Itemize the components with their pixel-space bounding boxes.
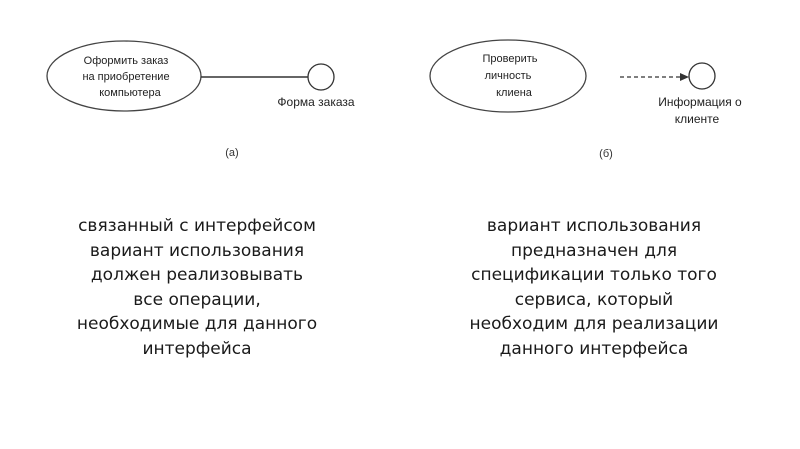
description-left-line: необходимые для данного: [76, 314, 318, 334]
description-left: [27, 214, 367, 361]
interface-b-label-line-1: Информация о: [658, 95, 742, 109]
description-right-line: спецификации только того: [471, 265, 717, 285]
interface-b-label-line-2: клиенте: [674, 112, 720, 126]
use-case-diagrams: [0, 0, 800, 200]
use-case-a-line-1: Оформить заказ: [83, 55, 169, 67]
use-case-b-line-1: Проверить: [482, 53, 538, 65]
use-case-b-line-3: клиена: [496, 87, 532, 99]
use-case-a-line-2: на приобретение: [82, 71, 170, 83]
caption-b: (б): [599, 148, 613, 160]
description-right-line: сервиса, который: [514, 289, 674, 310]
description-left-line: вариант использования: [89, 240, 305, 261]
description-left-line: должен реализовывать: [90, 265, 304, 285]
interface-a-label: Форма заказа: [277, 95, 355, 109]
description-right-line: предназначен для: [510, 240, 678, 261]
diagram-b: [430, 40, 742, 160]
interface-b-circle: [689, 63, 715, 89]
interface-a-circle: [308, 64, 334, 90]
description-left-line: интерфейса: [142, 338, 252, 359]
description-right-line: данного интерфейса: [499, 338, 689, 359]
description-right: [424, 214, 764, 361]
use-case-a-line-3: компьютера: [99, 87, 161, 99]
description-left-line: связанный с интерфейсом: [78, 216, 316, 236]
diagram-a: [47, 41, 355, 159]
caption-a: (а): [225, 147, 239, 159]
use-case-b-line-2: личность: [484, 70, 532, 82]
description-left-line: все операции,: [133, 289, 261, 310]
description-right-line: необходим для реализации: [469, 314, 719, 334]
description-right-line: вариант использования: [486, 216, 702, 236]
